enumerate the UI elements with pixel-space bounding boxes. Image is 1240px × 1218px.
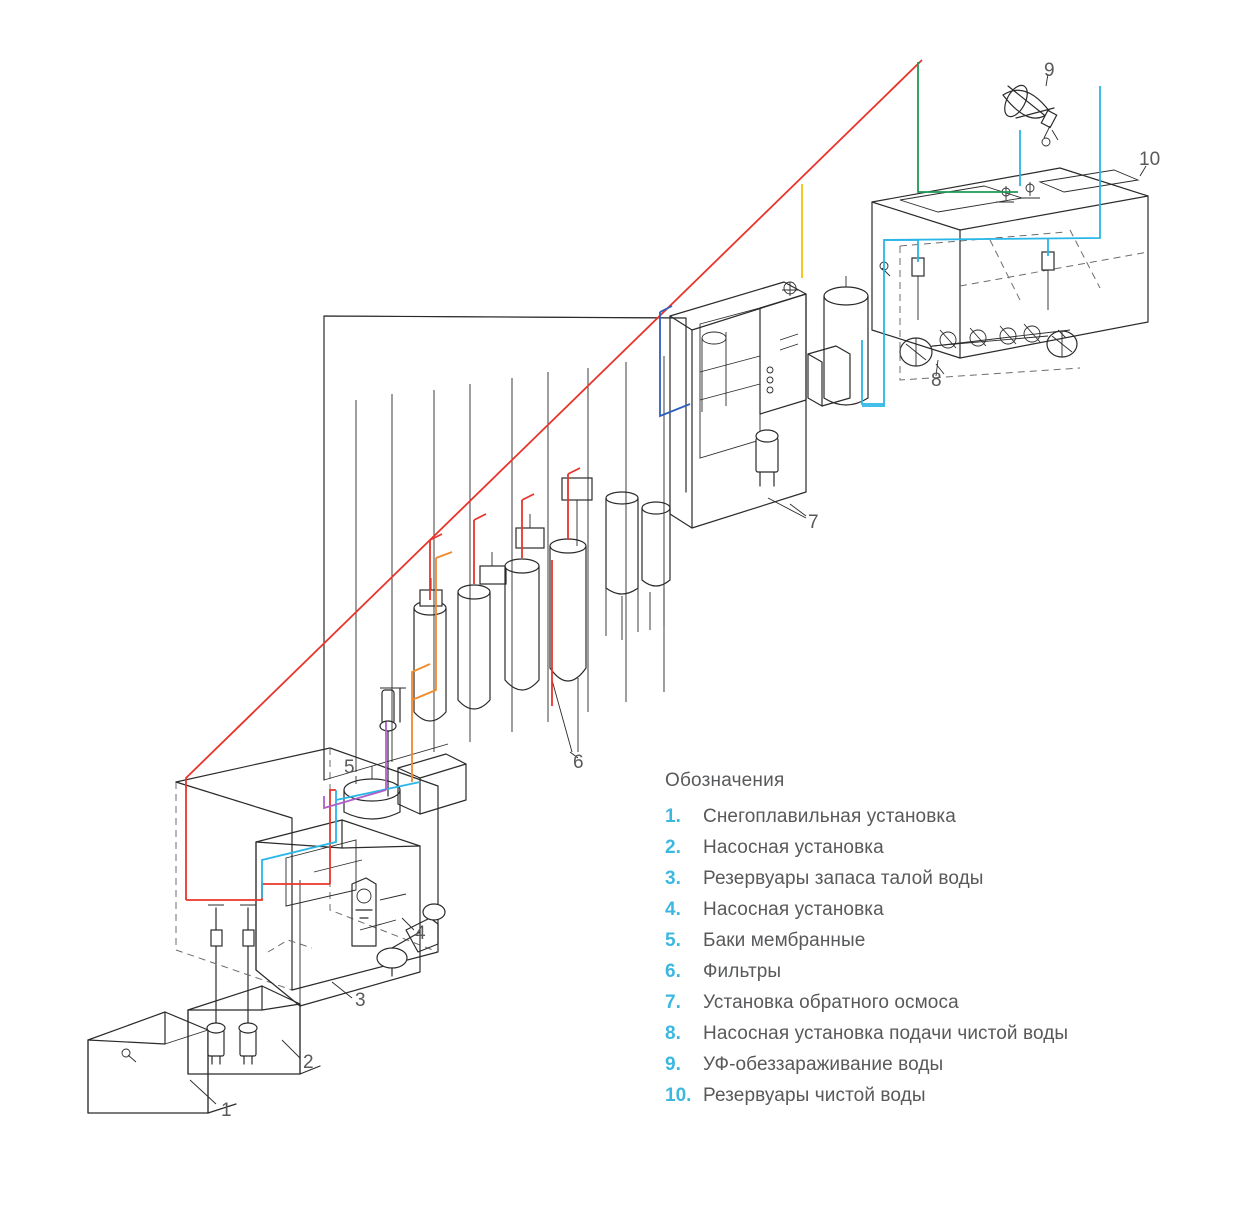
callout-9: 9 bbox=[1044, 60, 1055, 81]
legend-number: 6. bbox=[665, 961, 681, 982]
callout-2: 2 bbox=[303, 1052, 314, 1073]
legend-number: 1. bbox=[665, 806, 681, 827]
callout-8: 8 bbox=[931, 370, 942, 391]
legend-item-4 bbox=[665, 899, 1185, 921]
callout-6: 6 bbox=[573, 752, 584, 773]
callout-7: 7 bbox=[808, 512, 819, 533]
legend-label: Фильтры bbox=[703, 961, 782, 982]
legend-label: Насосная установка bbox=[703, 899, 884, 920]
legend-item-10 bbox=[665, 1085, 1185, 1107]
pipe-green-main bbox=[918, 62, 996, 192]
callout-1: 1 bbox=[221, 1100, 232, 1121]
legend-number: 5. bbox=[665, 930, 681, 951]
legend-item-5 bbox=[665, 930, 1185, 952]
legend-label: Баки мембранные bbox=[703, 930, 866, 951]
legend-item-9 bbox=[665, 1054, 1185, 1076]
legend-item-7 bbox=[665, 992, 1185, 1014]
legend-label: Насосная установка bbox=[703, 837, 884, 858]
legend-label: УФ-обеззараживание воды bbox=[703, 1054, 944, 1075]
unit-7-reverse-osmosis bbox=[670, 282, 806, 528]
legend-number: 4. bbox=[665, 899, 681, 920]
unit-5-membrane-tanks bbox=[344, 688, 466, 819]
legend-number: 7. bbox=[665, 992, 681, 1013]
legend-item-1 bbox=[665, 806, 1185, 828]
unit-10-clean-water-reservoirs bbox=[872, 168, 1148, 358]
legend-item-3 bbox=[665, 868, 1185, 890]
legend-number: 10. bbox=[665, 1085, 692, 1106]
unit-4-pump-station bbox=[352, 878, 445, 976]
legend-label: Резервуары запаса талой воды bbox=[703, 868, 984, 889]
pipe-orange-main bbox=[412, 664, 430, 782]
legend bbox=[665, 770, 1185, 1116]
legend-item-6 bbox=[665, 961, 1185, 983]
legend-number: 8. bbox=[665, 1023, 681, 1044]
callout-4: 4 bbox=[415, 923, 426, 944]
callout-3: 3 bbox=[355, 990, 366, 1011]
legend-label: Установка обратного осмоса bbox=[703, 992, 959, 1013]
legend-item-2 bbox=[665, 837, 1185, 859]
callout-5: 5 bbox=[344, 757, 355, 778]
callout-10: 10 bbox=[1139, 149, 1161, 170]
legend-label: Снегоплавильная установка bbox=[703, 806, 956, 827]
legend-number: 9. bbox=[665, 1054, 681, 1075]
legend-label: Резервуары чистой воды bbox=[703, 1085, 926, 1106]
legend-title: Обозначения bbox=[665, 770, 785, 791]
legend-number: 2. bbox=[665, 837, 681, 858]
unit-9-uv-disinfection bbox=[996, 82, 1058, 202]
equipment-rack-frame bbox=[324, 316, 686, 780]
buffer-tank bbox=[808, 276, 868, 406]
legend-number: 3. bbox=[665, 868, 681, 889]
legend-label: Насосная установка подачи чистой воды bbox=[703, 1023, 1069, 1044]
legend-item-8 bbox=[665, 1023, 1185, 1045]
